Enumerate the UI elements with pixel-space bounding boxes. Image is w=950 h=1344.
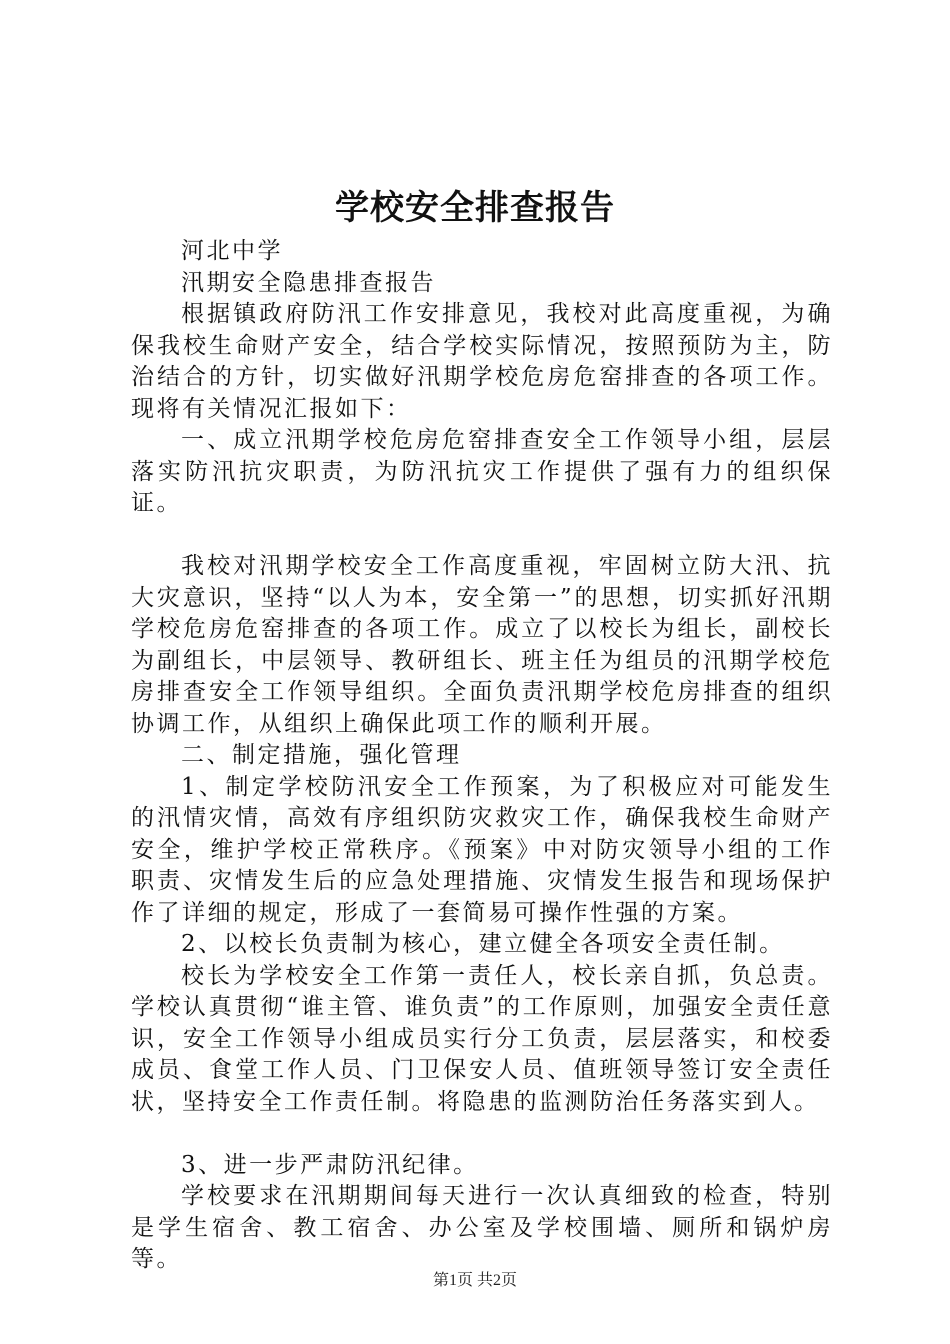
paragraph-intro: 根据镇政府防汛工作安排意见，我校对此高度重视，为确保我校生命财产安全，结合学校实际情况，按照预防为主，防治结合的方针，切实做好汛期学校危房危窑排查的各项工作。现将有关情况汇报如下： xyxy=(131,301,833,422)
paragraph-report-subtitle: 汛期安全隐患排查报告 xyxy=(181,269,436,296)
paragraph-item-two: 2、以校长负责制为核心，建立健全各项安全责任制。 xyxy=(181,931,785,957)
page-footer: 第1页 共2页 xyxy=(432,1272,517,1289)
paragraph-school-name: 河北中学 xyxy=(181,238,283,264)
paragraph-responsibility: 校长为学校安全工作第一责任人，校长亲自抓，负总责。学校认真贯彻“谁主管、谁负责”的工作原则，加强安全责任意识，安全工作领导小组成员实行分工负责，层层落实，和校委成员、食堂工作人员、门卫保安人员、值班领导签订安全责任状，坚持安全工作责任制。将隐患的监测防治任务落实到人。 xyxy=(131,962,833,1115)
paragraph-item-three: 3、进一步严肃防汛纪律。 xyxy=(181,1151,479,1178)
paragraph-item-one: 1、制定学校防汛安全工作预案，为了积极应对可能发生的汛情灾情，高效有序组织防灾救灾工作，确保我校生命财产安全，维护学校正常秩序。《预案》中对防灾领导小组的工作职责、灾情发生后的应急处理措施、灾情发生报告和现场保护作了详细的规定，形成了一套简易可操作性强的方案。 xyxy=(131,773,833,926)
paragraph-leadership: 我校对汛期学校安全工作高度重视，牢固树立防大汛、抗大灾意识，坚持“以人为本，安全第一”的思想，切实抓好汛期学校危房危窑排查的各项工作。成立了以校长为组长，副校长为副组长，中层领导、教研组长、班主任为组员的汛期学校危房排查安全工作领导组织。全面负责汛期学校危房排查的组织协调工作，从组织上确保此项工作的顺利开展。 xyxy=(131,553,833,737)
paragraph-section-one: 一、成立汛期学校危房危窑排查安全工作领导小组，层层落实防汛抗灾职责，为防汛抗灾工作提供了强有力的组织保证。 xyxy=(131,427,833,516)
paragraph-inspection: 学校要求在汛期期间每天进行一次认真细致的检查，特别是学生宿舍、教工宿舍、办公室及学校围墙、厕所和锅炉房等。 xyxy=(131,1183,833,1272)
document-body xyxy=(131,236,833,1276)
document-title: 学校安全排查报告 xyxy=(335,188,615,228)
paragraph-section-two: 二、制定措施，强化管理 xyxy=(181,742,462,768)
